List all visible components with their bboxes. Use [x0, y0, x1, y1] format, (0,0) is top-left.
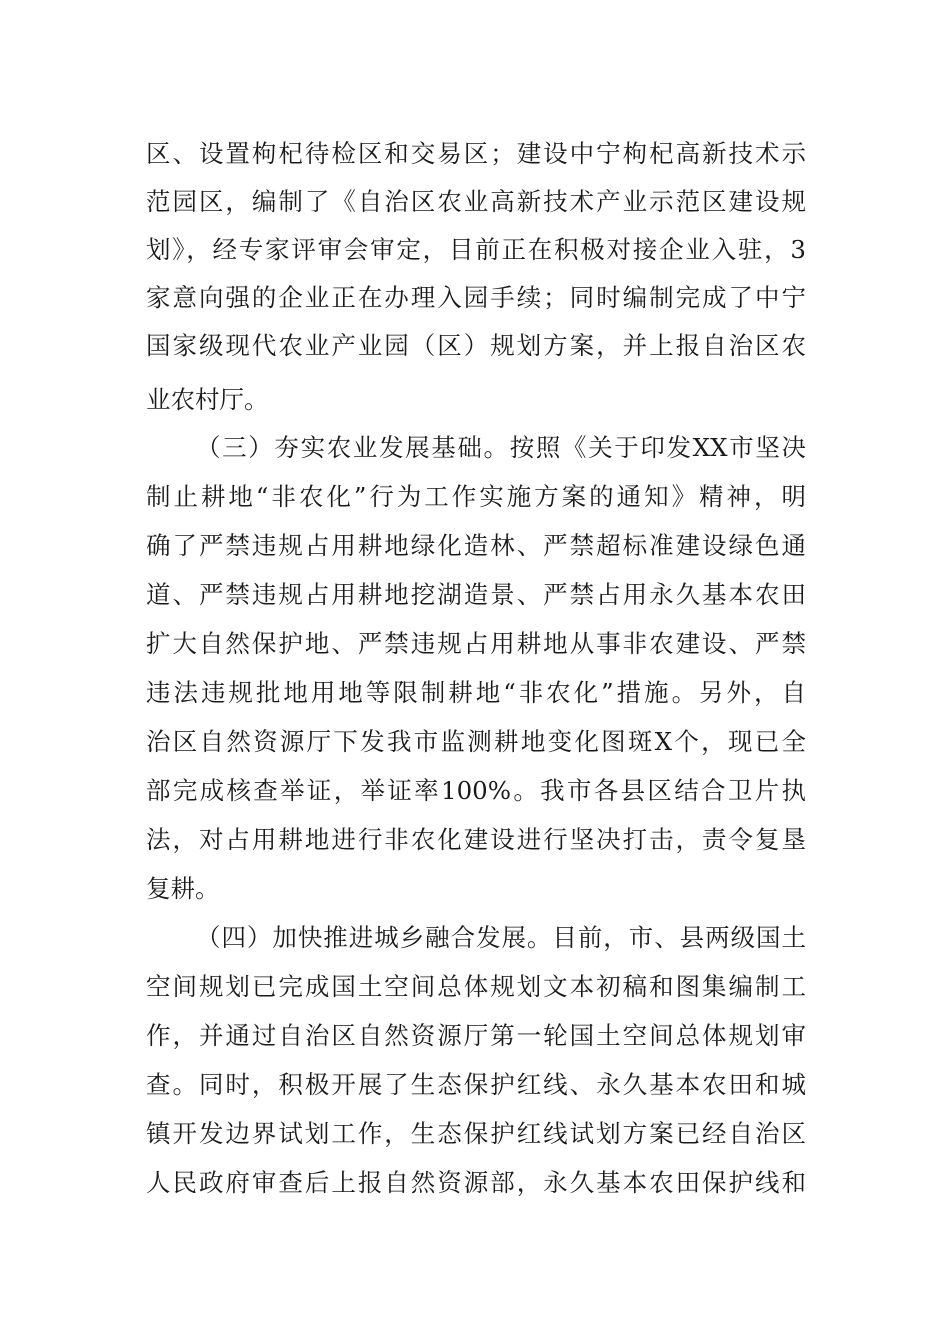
text-line: 部完成核查举证，举证率100%。我市各县区结合卫片执 [146, 776, 806, 805]
section-heading-line: （三）夯实农业发展基础。按照《关于印发XX市坚决 [196, 433, 806, 462]
section-heading-line: （四）加快推进城乡融合发展。目前，市、县两级国土 [196, 923, 806, 952]
text-line: 确了严禁违规占用耕地绿化造林、严禁超标准建设绿色通 [146, 531, 806, 560]
text-line: 制止耕地“非农化”行为工作实施方案的通知》精神，明 [146, 482, 806, 511]
text-line: 道、严禁违规占用耕地挖湖造景、严禁占用永久基本农田 [146, 580, 806, 609]
text-line: 空间规划已完成国土空间总体规划文本初稿和图集编制工 [146, 972, 806, 1001]
text-line: 违法违规批地用地等限制耕地“非农化”措施。另外，自 [146, 678, 806, 707]
text-line: 扩大自然保护地、严禁违规占用耕地从事非农建设、严禁 [146, 629, 806, 658]
text-line: 复耕。 [146, 874, 220, 903]
text-line: 治区自然资源厅下发我市监测耕地变化图斑X个，现已全 [146, 727, 806, 756]
text-line: 法，对占用耕地进行非农化建设进行坚决打击，责令复垦 [146, 825, 806, 854]
text-line: 国家级现代农业产业园（区）规划方案，并上报自治区农 [146, 331, 806, 360]
text-line: 镇开发边界试划工作，生态保护红线试划方案已经自治区 [146, 1119, 806, 1148]
text-line: 划》，经专家评审会审定，目前正在积极对接企业入驻，3 [146, 235, 806, 264]
text-line: 区、设置枸杞待检区和交易区；建设中宁枸杞高新技术示 [146, 139, 806, 168]
text-line: 家意向强的企业正在办理入园手续；同时编制完成了中宁 [146, 283, 806, 312]
text-line: 范园区，编制了《自治区农业高新技术产业示范区建设规 [146, 187, 806, 216]
text-line: 作，并通过自治区自然资源厅第一轮国土空间总体规划审 [146, 1021, 806, 1050]
text-line: 查。同时，积极开展了生态保护红线、永久基本农田和城 [146, 1070, 806, 1099]
text-line: 人民政府审查后上报自然资源部，永久基本农田保护线和 [146, 1168, 806, 1197]
text-line: 业农村厅。 [146, 385, 269, 414]
